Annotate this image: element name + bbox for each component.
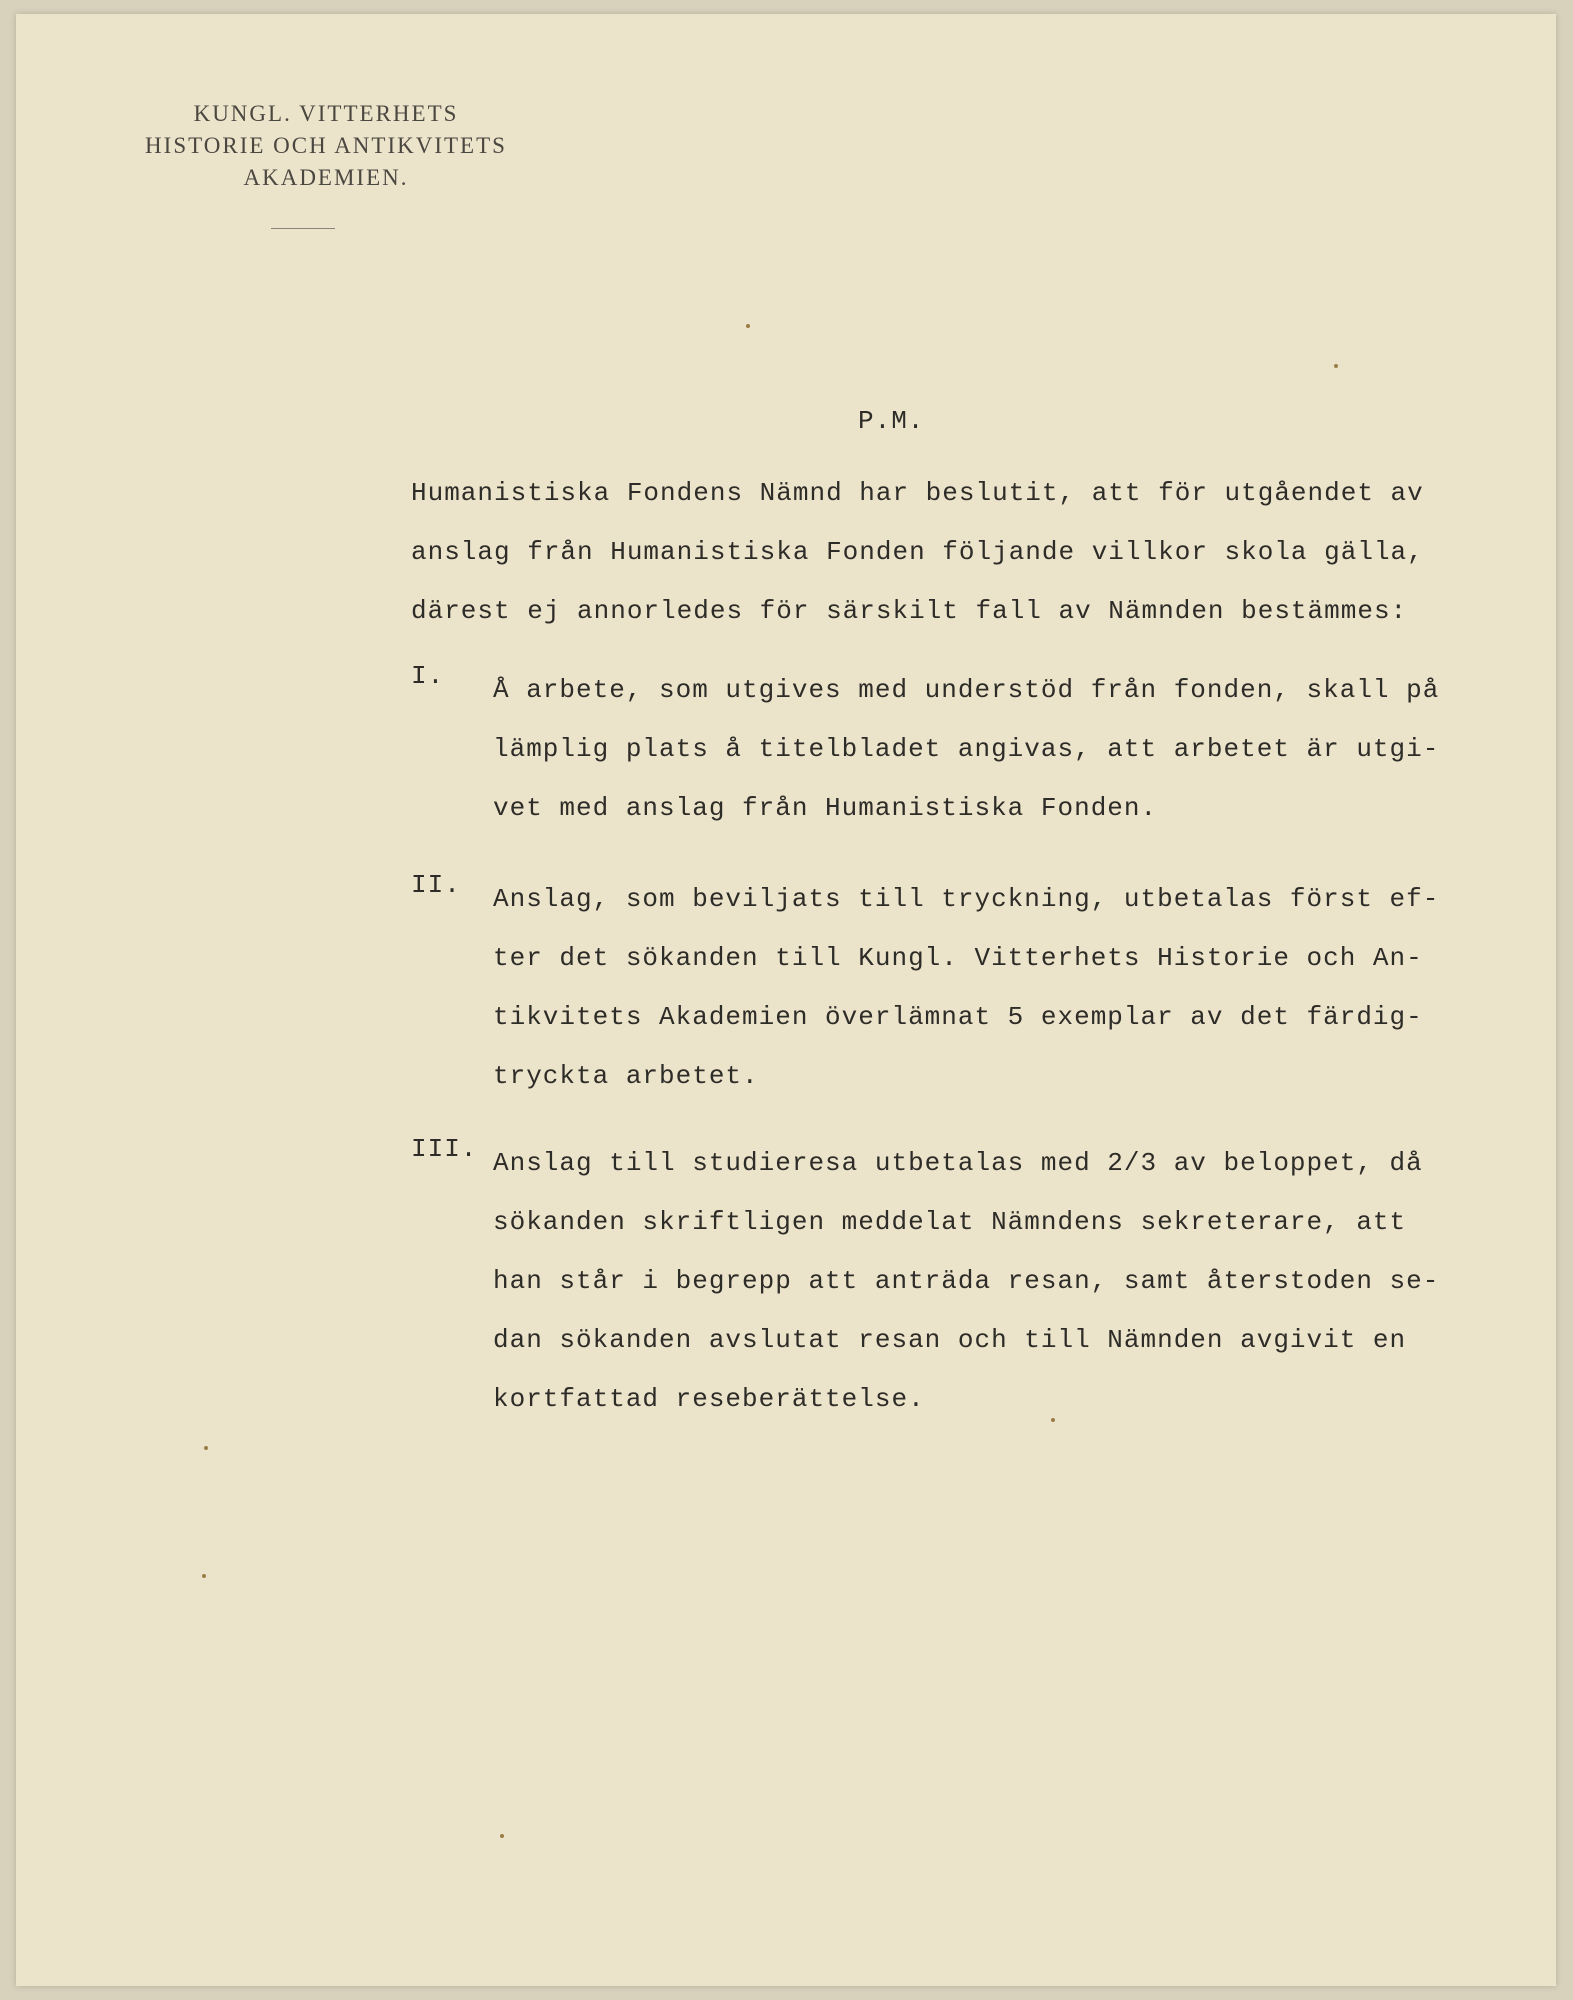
condition-text (493, 1134, 1439, 1429)
condition-line: Å arbete, som utgives med understöd från fonden, skall på (493, 675, 1440, 705)
condition-number: I. (411, 661, 445, 691)
condition-line: tikvitets Akademien överlämnat 5 exemplar av det färdig- (493, 1002, 1423, 1032)
letterhead-divider (271, 228, 335, 229)
letterhead-line-1: KUNGL. VITTERHETS (193, 101, 459, 126)
condition-text (493, 661, 1439, 838)
condition-number: II. (411, 870, 461, 900)
condition-line: ter det sökanden till Kungl. Vitterhets Historie och An- (493, 943, 1423, 973)
memo-title: P.M. (858, 406, 925, 436)
memo-intro (411, 464, 1424, 641)
condition-line: vet med anslag från Humanistiska Fonden. (493, 793, 1158, 823)
letterhead (106, 98, 546, 194)
intro-line: Humanistiska Fondens Nämnd har beslutit, att för utgåendet av (411, 478, 1424, 508)
letterhead-line-2: HISTORIE OCH ANTIKVITETS (145, 133, 507, 158)
letterhead-line-3: AKADEMIEN. (243, 165, 409, 190)
condition-line: Anslag till studieresa utbetalas med 2/3 av beloppet, då (493, 1148, 1423, 1178)
condition-line: Anslag, som beviljats till tryckning, utbetalas först ef- (493, 884, 1440, 914)
condition-line: tryckta arbetet. (493, 1061, 759, 1091)
document-page (16, 14, 1556, 1986)
condition-line: sökanden skriftligen meddelat Nämndens sekreterare, att (493, 1207, 1407, 1237)
condition-line: lämplig plats å titelbladet angivas, att arbetet är utgi- (493, 734, 1440, 764)
condition-number: III. (411, 1134, 478, 1164)
condition-line: kortfattad reseberättelse. (493, 1384, 925, 1414)
intro-line: anslag från Humanistiska Fonden följande villkor skola gälla, (411, 537, 1424, 567)
condition-text (493, 870, 1439, 1106)
condition-line: dan sökanden avslutat resan och till Nämnden avgivit en (493, 1325, 1407, 1355)
condition-line: han står i begrepp att anträda resan, samt återstoden se- (493, 1266, 1440, 1296)
intro-line: därest ej annorledes för särskilt fall av Nämnden bestämmes: (411, 596, 1408, 626)
